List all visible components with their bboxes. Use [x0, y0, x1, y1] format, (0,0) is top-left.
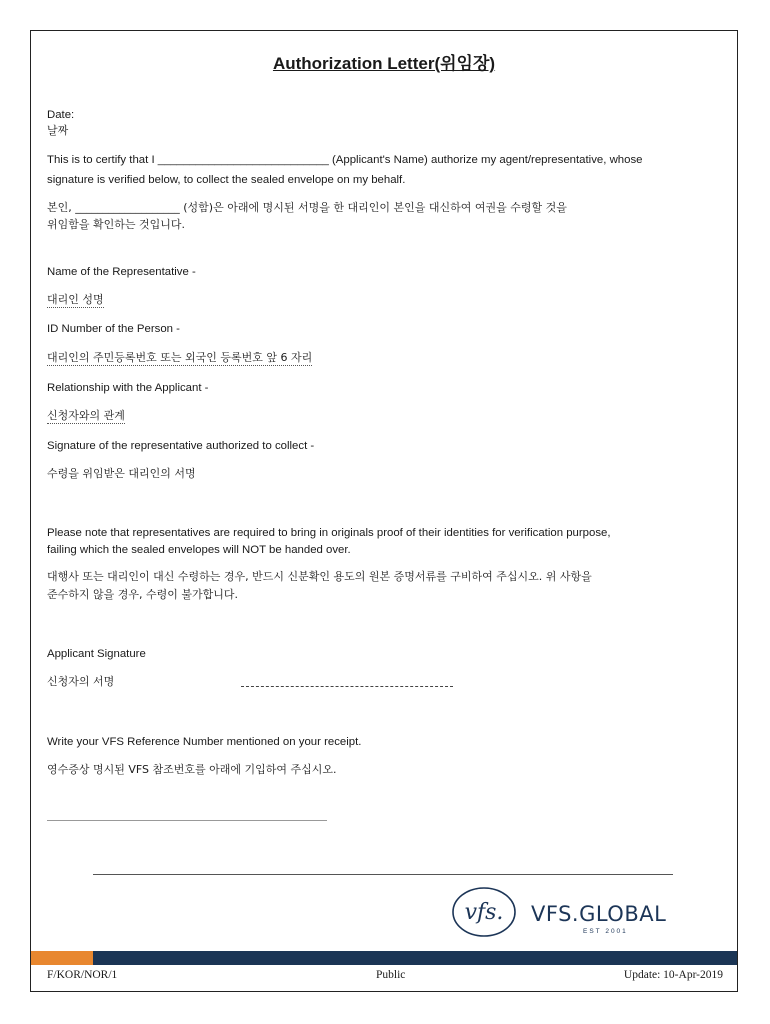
rep-signature-label-ko: 수령을 위임받은 대리인의 서명	[47, 467, 196, 480]
document-title: Authorization Letter(위임장)	[272, 54, 496, 73]
note-en-line-1: Please note that representatives are required to bring in originals proof of their identities for verification purpose,	[47, 527, 611, 539]
applicant-signature-label-ko: 신청자의 서명	[47, 675, 115, 688]
footer-accent-bar-orange	[31, 951, 93, 965]
relationship-ko-text: 신청자와의 관계	[47, 409, 125, 422]
relationship-label-en: Relationship with the Applicant -	[47, 382, 209, 394]
certify-ko-line-2: 위임함을 확인하는 것입니다.	[47, 218, 186, 231]
footer-divider	[93, 874, 673, 875]
vfs-global-logo	[451, 886, 681, 946]
certify-line-1: This is to certify that I ___________________________ (Applicant's Name) authorize my agent/representative, whose	[47, 154, 643, 166]
reference-instruction-en: Write your VFS Reference Number mentioned on your receipt.	[47, 736, 362, 748]
rep-signature-label-en: Signature of the representative authorized to collect -	[47, 440, 315, 452]
footer-classification: Public	[376, 969, 406, 981]
note-ko-line-1: 대행사 또는 대리인이 대신 수령하는 경우, 반드시 신분확인 용도의 원본 증명서류를 구비하여 주십시오. 위 사항을	[47, 570, 592, 583]
rep-name-label-ko	[47, 292, 104, 308]
relationship-label-ko	[47, 408, 125, 424]
applicant-signature-label-en: Applicant Signature	[47, 648, 146, 660]
id-number-label-en: ID Number of the Person -	[47, 323, 180, 335]
id-number-ko-text: 대리인의 주민등록번호 또는 외국인 등록번호 앞 6 자리	[47, 351, 313, 364]
date-label-en: Date:	[47, 109, 75, 121]
authorization-letter-page	[30, 30, 738, 992]
logo-mark-text: vfs.	[464, 900, 504, 925]
rep-name-label-en: Name of the Representative -	[47, 266, 196, 278]
id-number-label-ko	[47, 350, 312, 366]
certify-line-2: signature is verified below, to collect the sealed envelope on my behalf.	[47, 174, 406, 186]
logo-est: EST 2001	[583, 928, 628, 935]
rep-name-ko-text: 대리인 성명	[47, 293, 104, 306]
footer-accent-bar-navy	[93, 951, 737, 965]
note-ko-line-2: 준수하지 않을 경우, 수령이 불가합니다.	[47, 588, 238, 601]
logo-wordmark: VFS.GLOBAL	[531, 902, 667, 926]
reference-number-line[interactable]	[47, 820, 327, 821]
footer-form-code: F/KOR/NOR/1	[47, 969, 118, 981]
note-en-line-2: failing which the sealed envelopes will NOT be handed over.	[47, 544, 351, 556]
date-label-ko: 날짜	[47, 124, 69, 137]
applicant-signature-line[interactable]	[241, 686, 453, 687]
vfs-circle-logo-icon	[451, 886, 517, 938]
footer-update-date: Update: 10-Apr-2019	[623, 969, 723, 981]
certify-ko-line-1: 본인, ___________________ (성함)은 아래에 명시된 서명을 한 대리인이 본인을 대신하여 여권을 수령할 것을	[47, 201, 567, 214]
reference-instruction-ko: 영수증상 명시된 VFS 참조번호를 아래에 기입하여 주십시오.	[47, 763, 337, 776]
